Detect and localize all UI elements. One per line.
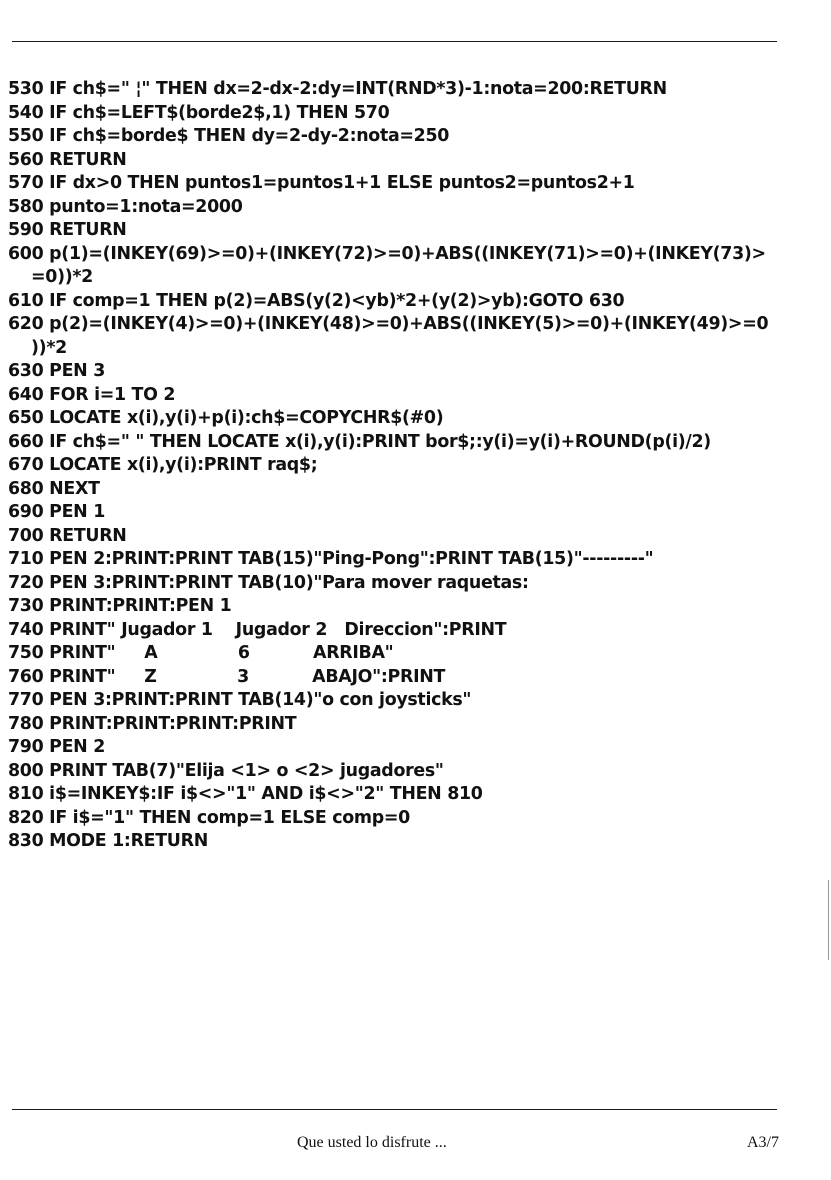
code-line: 760 PRINT" Z 3 ABAJO":PRINT bbox=[8, 666, 446, 687]
page-number: A3/7 bbox=[747, 1134, 779, 1151]
bottom-rule bbox=[12, 1109, 777, 1110]
code-line: ))*2 bbox=[8, 337, 67, 358]
code-line: 570 IF dx>0 THEN puntos1=puntos1+1 ELSE puntos2=puntos2+1 bbox=[8, 173, 635, 193]
code-line: 540 IF ch$=LEFT$(borde2$,1) THEN 570 bbox=[8, 102, 390, 123]
code-line: 740 PRINT" Jugador 1 Jugador 2 Direccion":PRINT bbox=[8, 619, 507, 640]
code-line: 770 PEN 3:PRINT:PRINT TAB(14)"o con joysticks" bbox=[8, 690, 472, 710]
scan-edge-mark bbox=[828, 880, 829, 960]
code-line: 650 LOCATE x(i),y(i)+p(i):ch$=COPYCHR$(#0) bbox=[8, 408, 444, 428]
code-line: 720 PEN 3:PRINT:PRINT TAB(10)"Para mover raquetas: bbox=[8, 572, 529, 593]
code-line: 600 p(1)=(INKEY(69)>=0)+(INKEY(72)>=0)+ABS((INKEY(71)>=0)+(INKEY(73)> bbox=[8, 243, 766, 264]
code-line: 590 RETURN bbox=[8, 220, 127, 240]
code-line: 610 IF comp=1 THEN p(2)=ABS(y(2)<yb)*2+(y(2)>yb):GOTO 630 bbox=[8, 290, 625, 311]
code-line: 830 MODE 1:RETURN bbox=[8, 831, 208, 851]
code-line: 820 IF i$="1" THEN comp=1 ELSE comp=0 bbox=[8, 807, 410, 828]
code-line: 690 PEN 1 bbox=[8, 502, 105, 522]
code-line: 730 PRINT:PRINT:PEN 1 bbox=[8, 596, 232, 616]
code-line: 750 PRINT" A 6 ARRIBA" bbox=[8, 643, 394, 663]
code-line: 680 NEXT bbox=[8, 478, 100, 499]
code-line: 560 RETURN bbox=[8, 149, 127, 170]
code-line: 660 IF ch$=" " THEN LOCATE x(i),y(i):PRINT bor$;:y(i)=y(i)+ROUND(p(i)/2) bbox=[8, 431, 711, 452]
code-line: 780 PRINT:PRINT:PRINT:PRINT bbox=[8, 713, 297, 734]
basic-code-listing bbox=[8, 78, 808, 854]
code-line: =0))*2 bbox=[8, 267, 93, 287]
code-line: 630 PEN 3 bbox=[8, 361, 105, 381]
code-line: 640 FOR i=1 TO 2 bbox=[8, 384, 176, 405]
footer-caption: Que usted lo disfrute ... bbox=[297, 1134, 447, 1151]
top-rule bbox=[12, 41, 777, 42]
code-line: 550 IF ch$=borde$ THEN dy=2-dy-2:nota=250 bbox=[8, 126, 450, 146]
code-line: 620 p(2)=(INKEY(4)>=0)+(INKEY(48)>=0)+ABS((INKEY(5)>=0)+(INKEY(49)>=0 bbox=[8, 314, 769, 334]
code-line: 580 punto=1:nota=2000 bbox=[8, 196, 243, 217]
code-line: 530 IF ch$=" ¦" THEN dx=2-dx-2:dy=INT(RND*3)-1:nota=200:RETURN bbox=[8, 79, 667, 99]
code-line: 800 PRINT TAB(7)"Elija <1> o <2> jugadores" bbox=[8, 760, 444, 781]
code-line: 710 PEN 2:PRINT:PRINT TAB(15)"Ping-Pong":PRINT TAB(15)"---------" bbox=[8, 549, 654, 569]
code-line: 670 LOCATE x(i),y(i):PRINT raq$; bbox=[8, 455, 318, 475]
code-line: 810 i$=INKEY$:IF i$<>"1" AND i$<>"2" THEN 810 bbox=[8, 784, 483, 804]
code-line: 790 PEN 2 bbox=[8, 737, 105, 757]
code-line: 700 RETURN bbox=[8, 525, 127, 546]
